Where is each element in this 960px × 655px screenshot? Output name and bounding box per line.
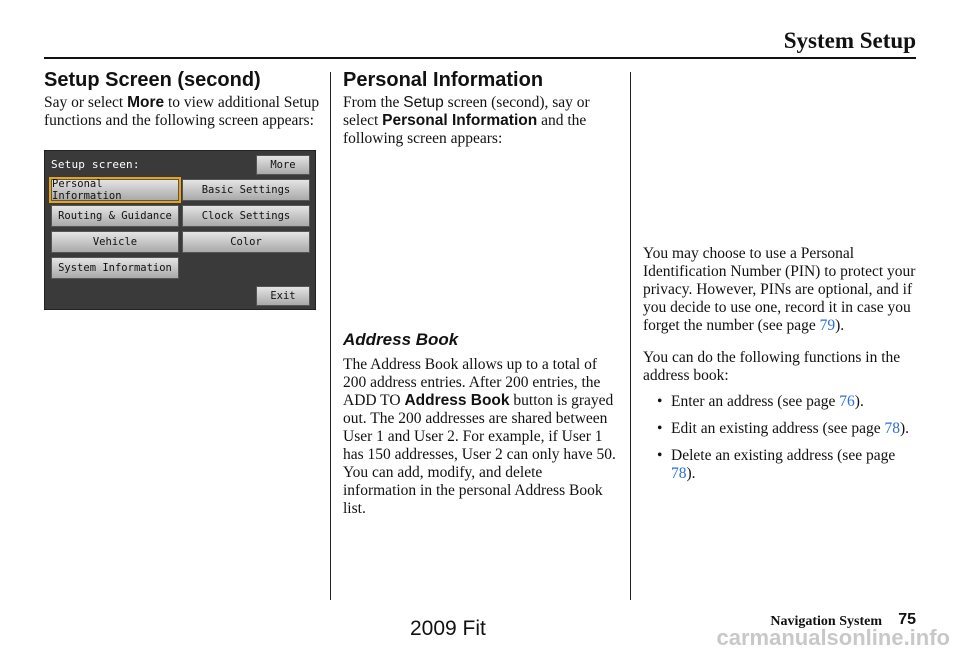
page-header-title: System Setup [783,28,916,53]
page-number: 75 [898,611,916,628]
basic-settings-button[interactable]: Basic Settings [182,179,310,201]
system-information-button[interactable]: System Information [51,257,179,279]
site-watermark: carmanualsonline.info [716,625,950,650]
keyword-personal-information: Personal Information [382,112,538,129]
exit-button[interactable]: Exit [256,286,310,306]
functions-list [643,393,919,483]
page-link[interactable]: 76 [839,393,855,410]
column-personal-information [343,68,619,518]
section-heading: Setup Screen (second) [44,69,261,91]
list-item: • Edit an existing address (see page 78). [643,420,919,438]
footer-section-name: Navigation System [770,614,882,629]
keyword-more: More [127,94,165,111]
address-book-paragraph: The Address Book allows up to a total of 200 address entries. After 200 entries, the ADD TO Address Book button is grayed out. The 200 addresses are shared between User 1 and User 2. For example, if User 1 has 150 addresses, User 2 can only have 50. [343,356,616,463]
subsection-heading: Address Book [343,330,459,349]
model-watermark: 2009 Fit [410,617,486,640]
screen-title: Setup screen: [51,158,140,171]
address-book-paragraph-2: You can add, modify, and delete information in the personal Address Book list. [343,464,603,517]
routing-guidance-button[interactable]: Routing & Guidance [51,205,179,227]
keyword-address-book: Address Book [404,392,510,409]
image-placeholder [343,148,619,330]
page-link[interactable]: 78 [671,465,687,482]
pin-paragraph: You may choose to use a Personal Identification Number (PIN) to protect your privacy. However, PINs are optional, and if you decide to use one, record it in case you forget the number (see page 79). [643,245,916,334]
keyword-setup: Setup [403,94,444,111]
column-setup-screen [44,68,320,130]
section-heading: Personal Information [343,69,544,91]
header-rule [44,57,916,59]
column-pin-info [643,245,919,492]
list-item: • Delete an existing address (see page 78). [643,447,919,483]
page-link[interactable]: 78 [884,420,900,437]
intro-paragraph: Say or select More to view additional Setup functions and the following screen appears: [44,94,320,129]
column-divider [330,72,331,600]
clock-settings-button[interactable]: Clock Settings [182,205,310,227]
personal-information-button[interactable]: Personal Information [51,179,179,201]
intro-paragraph: From the Setup screen (second), say or select Personal Information and the following screen appears: [343,94,590,147]
functions-paragraph: You can do the following functions in the address book: [643,349,901,384]
page-link[interactable]: 79 [819,317,836,334]
setup-screen-image [44,150,316,310]
more-button[interactable]: More [256,155,310,175]
list-item: • Enter an address (see page 76). [643,393,919,411]
vehicle-button[interactable]: Vehicle [51,231,179,253]
color-button[interactable]: Color [182,231,310,253]
column-divider [630,72,631,600]
